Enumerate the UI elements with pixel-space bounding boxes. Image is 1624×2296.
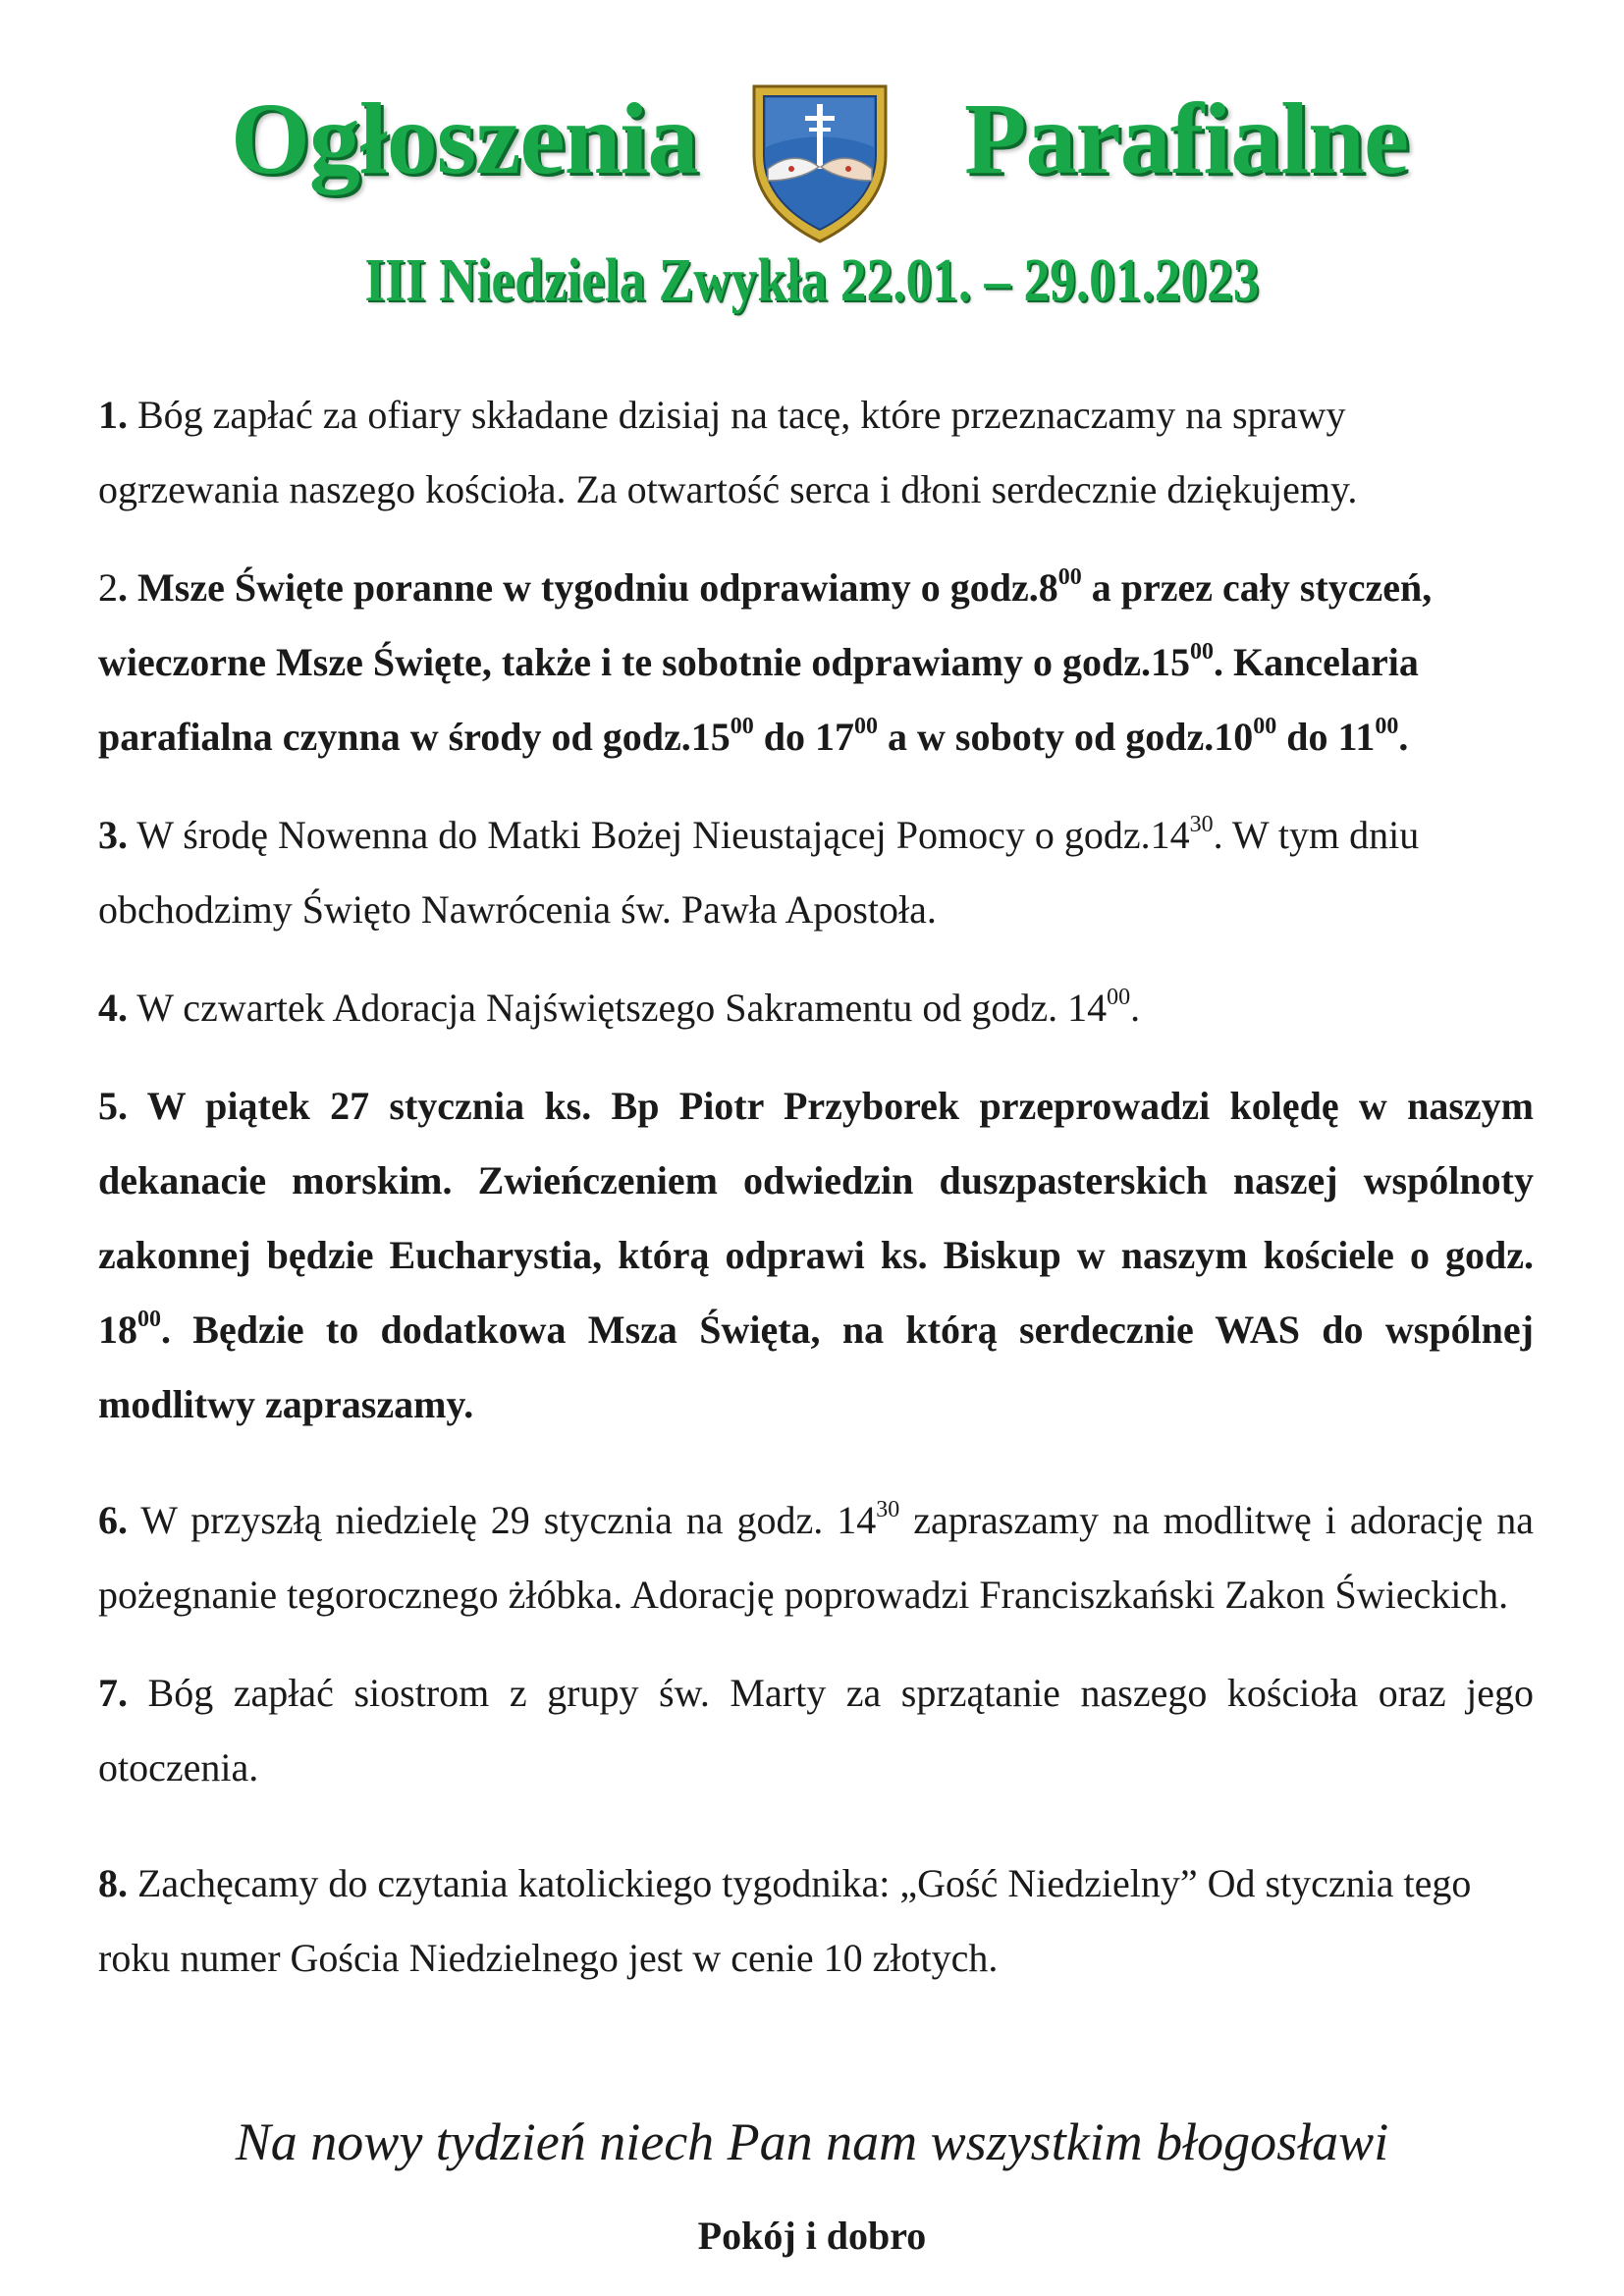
announcement-text: . Msze Święte poranne w tygodniu odprawiamy o godz.8 (118, 565, 1058, 610)
announcement-text: . Kancelaria parafialna czynna w środy od godz.15 (98, 640, 1419, 759)
title-right: Parafialne (964, 82, 1409, 195)
announcement-5 (98, 1069, 1534, 1442)
announcement-7 (98, 1656, 1534, 1805)
announcement-4 (98, 971, 1534, 1045)
announcement-text: W przyszłą niedzielę 29 stycznia na godz. 14 (128, 1498, 877, 1542)
announcement-text: W piątek 27 stycznia ks. Bp Piotr Przyborek przeprowadzi kolędę w naszym dekanacie morskim. Zwieńczeniem odwiedzin duszpasterskich naszej wspólnoty zakonnej będzie Eucharystia, którą odprawi ks. Biskup w naszym kościele o godz. 18 (98, 1084, 1534, 1352)
announcement-text: do 17 (753, 715, 855, 759)
announcement-number: 5. (98, 1084, 128, 1128)
time-superscript: 00 (1057, 564, 1082, 591)
announcement-text: W środę Nowenna do Matki Bożej Nieustającej Pomocy o godz.14 (128, 813, 1190, 857)
announcement-number: 3. (98, 813, 128, 857)
time-superscript: 00 (730, 714, 754, 740)
announcement-text: . (1398, 715, 1409, 759)
announcement-text: Bóg zapłać siostrom z grupy św. Marty za sprzątanie naszego kościoła oraz jego otoczenia. (98, 1671, 1534, 1789)
announcement-text: . (1130, 986, 1141, 1030)
franciscan-coat-of-arms-icon (746, 79, 893, 245)
signoff: Pokój i dobro (697, 2214, 927, 2258)
announcement-text: do 11 (1276, 715, 1376, 759)
time-superscript: 30 (876, 1497, 900, 1523)
time-superscript: 00 (1190, 639, 1214, 666)
time-superscript: 00 (137, 1307, 161, 1333)
announcement-text: . W tym dniu obchodzimy Święto Nawrócenia św. Pawła Apostoła. (98, 813, 1420, 932)
announcement-8 (98, 1846, 1534, 1996)
announcement-text: Zachęcamy do czytania katolickiego tygodnika: „Gość Niedzielny” Od stycznia tego roku numer Gościa Niedzielnego jest w cenie 10 złotych. (98, 1861, 1472, 1980)
announcement-number: 2 (98, 565, 118, 610)
announcement-2 (98, 551, 1534, 774)
announcement-3 (98, 798, 1534, 947)
announcement-text: W czwartek Adoracja Najświętszego Sakramentu od godz. 14 (128, 986, 1108, 1030)
announcement-number: 1. (98, 393, 128, 437)
time-superscript: 00 (854, 714, 879, 740)
announcement-text: a przez cały styczeń, wieczorne Msze Święte, także i te sobotnie odprawiamy o godz.15 (98, 565, 1433, 684)
announcement-text: a w soboty od godz.10 (878, 715, 1254, 759)
announcements-list (98, 378, 1534, 1996)
announcement-number: 6. (98, 1498, 128, 1542)
page-header (0, 69, 1624, 255)
title-left: Ogłoszenia (231, 82, 698, 195)
announcement-number: 8. (98, 1861, 128, 1905)
announcement-text: zapraszamy na modlitwę i adorację na pożegnanie tegorocznego żłóbka. Adorację poprowadzi Franciszkański Zakon Świeckich. (98, 1498, 1534, 1617)
announcement-number: 4. (98, 986, 128, 1030)
time-superscript: 30 (1189, 812, 1214, 838)
time-superscript: 00 (1375, 714, 1399, 740)
announcement-6 (98, 1483, 1534, 1632)
closing-blessing: Na nowy tydzień niech Pan nam wszystkim błogosławi (235, 2112, 1389, 2171)
time-superscript: 00 (1107, 985, 1131, 1011)
announcement-1 (98, 378, 1534, 527)
announcement-number: 7. (98, 1671, 128, 1715)
announcement-text: . Będzie to dodatkowa Msza Święta, na którą serdecznie WAS do wspólnej modlitwy zapraszamy. (98, 1308, 1534, 1426)
announcement-text: Bóg zapłać za ofiary składane dzisiaj na tacę, które przeznaczamy na sprawy ogrzewania naszego kościoła. Za otwartość serca i dłoni serdecznie dziękujemy. (98, 393, 1358, 511)
time-superscript: 00 (1253, 714, 1277, 740)
week-subtitle: III Niedziela Zwykła 22.01. – 29.01.2023 (364, 247, 1260, 314)
